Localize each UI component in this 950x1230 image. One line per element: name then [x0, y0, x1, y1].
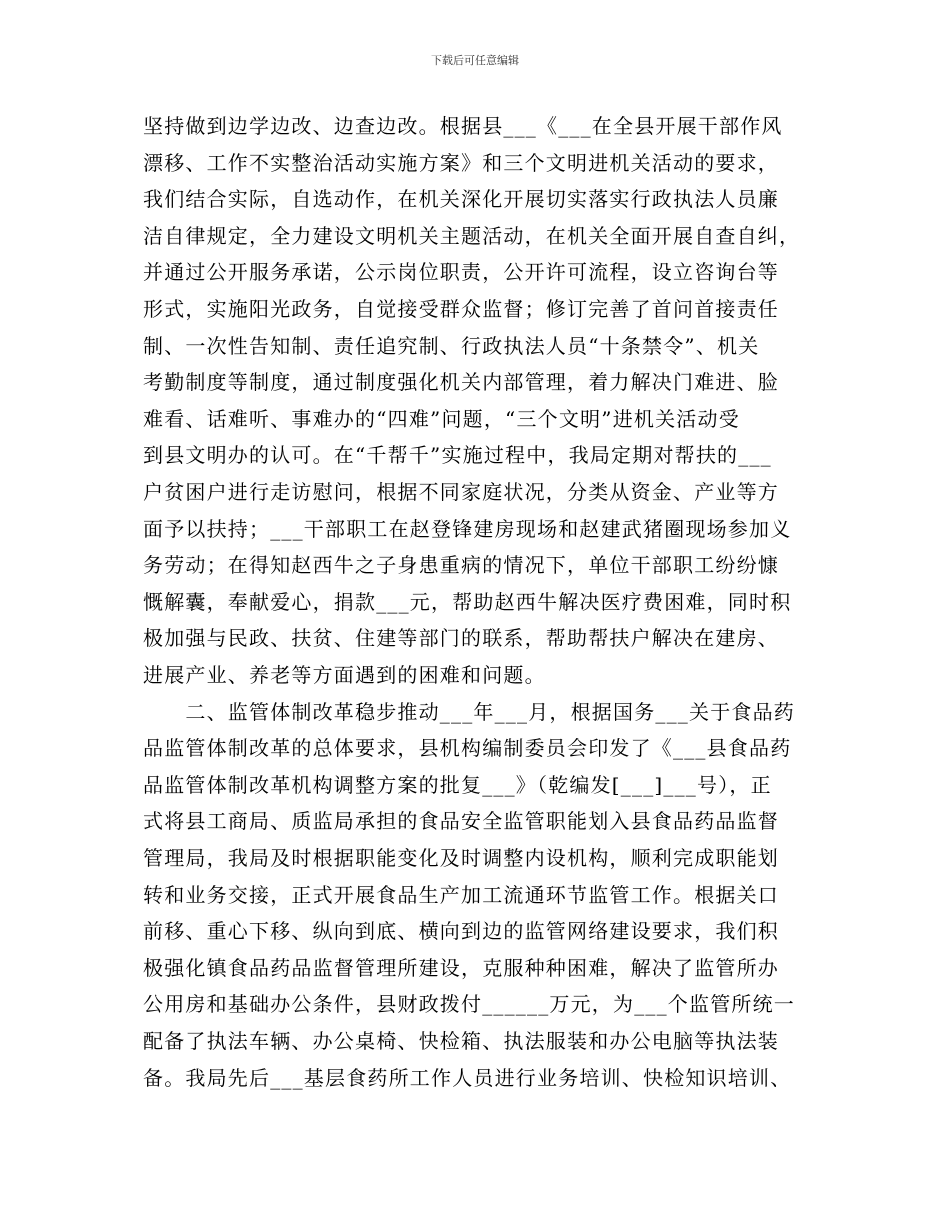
- text-line: 坚持做到边学边改、边查边改。根据县___《___在全县开展干部作风: [143, 114, 783, 138]
- text-line: 洁自律规定，全力建设文明机关主题活动，在机关全面开展自查自纠，: [143, 223, 801, 248]
- text-line: 式将县工商局、质监局承担的食品安全监管职能划入县食品药品监督: [143, 809, 779, 834]
- text-line: 制、一次性告知制、责任追究制、行政执法人员“十条禁令”、机关: [143, 333, 760, 358]
- text-line: 并通过公开服务承诺，公示岗位职责，公开许可流程，设立咨询台等: [143, 260, 779, 285]
- text-line: 面予以扶持；___干部职工在赵登锋建房现场和赵建武猪圈现场参加义: [143, 516, 792, 541]
- text-line: 务劳动；在得知赵西牛之子身患重病的情况下，单位干部职工纷纷慷: [143, 553, 779, 578]
- text-line: 配备了执法车辆、办公桌椅、快检箱、执法服装和办公电脑等执法装: [143, 1029, 779, 1053]
- text-line: 管理局，我局及时根据职能变化及时调整内设机构，顺利完成职能划: [143, 846, 779, 870]
- text-line: 公用房和基础办公条件，县财政拨付______万元，为___个监管所统一: [143, 992, 795, 1017]
- text-line: 二、监管体制改革稳步推动___年___月，根据国务___关于食品药: [143, 699, 795, 724]
- text-line: 前移、重心下移、纵向到底、横向到边的监管网络建设要求，我们积: [143, 919, 779, 944]
- text-line: 我们结合实际，自选动作，在机关深化开展切实落实行政执法人员廉: [143, 187, 779, 212]
- text-line: 转和业务交接，正式开展食品生产加工流通环节监管工作。根据关口: [143, 882, 779, 907]
- text-line: 形式，实施阳光政务，自觉接受群众监督；修订完善了首问首接责任: [143, 297, 779, 321]
- page-header: 下载后可任意编辑: [431, 54, 519, 67]
- text-line: 慨解囊，奉献爱心，捐款___元，帮助赵西牛解决医疗费困难，同时积: [143, 589, 792, 614]
- text-line: 难看、话难听、事难办的“四难”问题，“三个文明”进机关活动受: [143, 406, 740, 431]
- text-line: 漂移、工作不实整治活动实施方案》和三个文明进机关活动的要求，: [143, 150, 779, 175]
- text-line: 备。我局先后___基层食药所工作人员进行业务培训、快检知识培训、: [143, 1065, 792, 1090]
- text-line: 到县文明办的认可。在“千帮千”实施过程中，我局定期对帮扶的___: [143, 443, 772, 468]
- text-line: 户贫困户进行走访慰问，根据不同家庭状况，分类从资金、产业等方: [143, 480, 779, 504]
- text-line: 品监管体制改革机构调整方案的批复___》（乾编发[___]___号），正: [143, 772, 772, 797]
- text-line: 进展产业、养老等方面遇到的困难和问题。: [143, 663, 546, 687]
- text-line: 极强化镇食品药品监督管理所建设，克服种种困难，解决了监管所办: [143, 955, 779, 980]
- text-line: 考勤制度等制度，通过制度强化机关内部管理，着力解决门难进、脸: [143, 370, 779, 395]
- text-line: 品监管体制改革的总体要求，县机构编制委员会印发了《___县食品药: [143, 736, 792, 761]
- text-line: 极加强与民政、扶贫、住建等部门的联系，帮助帮扶户解决在建房、: [143, 626, 779, 651]
